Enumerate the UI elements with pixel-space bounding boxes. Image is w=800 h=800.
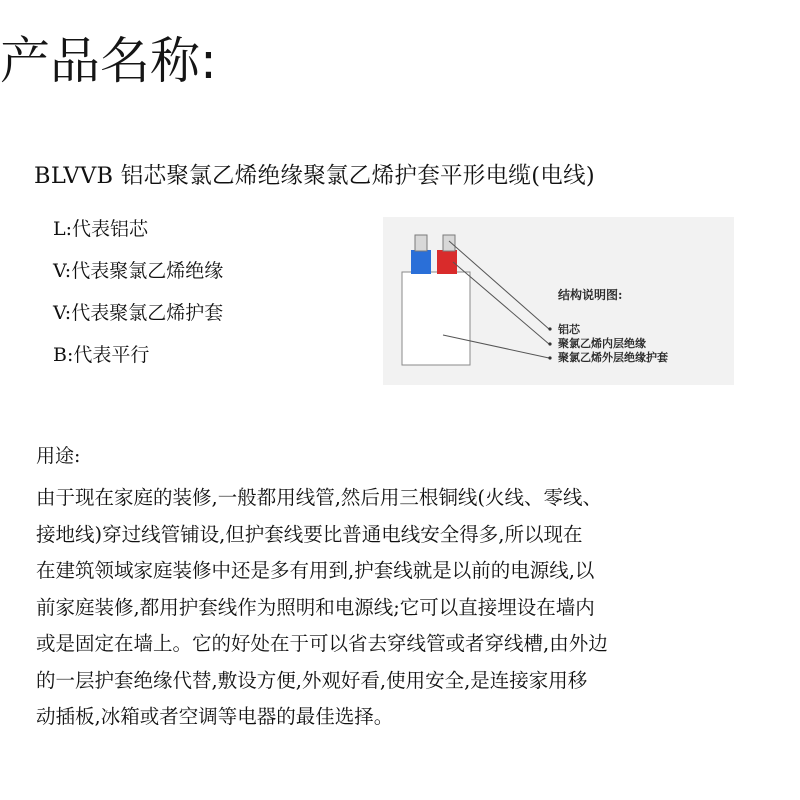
model-code-legend	[53, 212, 223, 380]
usage-line: 由于现在家庭的装修,一般都用线管,然后用三根铜线(火线、零线、	[36, 486, 603, 509]
diagram-label-conductor: 铝芯	[558, 323, 580, 336]
page-title: 产品名称:	[0, 32, 217, 90]
usage-line: 接地线)穿过线管铺设,但护套线要比普通电线安全得多,所以现在	[36, 522, 583, 546]
legend-item-l: L:代表铝芯	[53, 218, 149, 240]
usage-description	[36, 480, 756, 736]
usage-line: 的一层护套绝缘代替,敷设方便,外观好看,使用安全,是连接家用移	[36, 668, 588, 692]
legend-item-v-sheath: V:代表聚氯乙烯护套	[53, 302, 224, 324]
usage-line: 在建筑领域家庭装修中还是多有用到,护套线就是以前的电源线,以	[36, 559, 595, 582]
legend-item-v-insulation: V:代表聚氯乙烯绝缘	[53, 260, 224, 282]
outer-sheath	[402, 272, 470, 365]
inner-insulation-right	[437, 250, 457, 274]
diagram-label-inner-insulation: 聚氯乙烯内层绝缘	[558, 337, 646, 350]
leader-dot-conductor	[548, 327, 551, 330]
usage-line: 动插板,冰箱或者空调等电器的最佳选择。	[36, 705, 394, 728]
usage-line: 前家庭装修,都用护套线作为照明和电源线;它可以直接埋设在墙内	[36, 595, 595, 619]
usage-line: 或是固定在墙上。它的好处在于可以省去穿线管或者穿线槽,由外边	[36, 632, 608, 655]
aluminium-conductor-right	[443, 235, 455, 251]
usage-heading: 用途:	[36, 445, 81, 467]
diagram-caption: 结构说明图:	[558, 288, 623, 302]
product-full-name: BLVVB 铝芯聚氯乙烯绝缘聚氯乙烯护套平形电缆(电线)	[34, 163, 595, 189]
diagram-label-outer-sheath: 聚氯乙烯外层绝缘护套	[558, 351, 668, 364]
legend-item-b: B:代表平行	[53, 344, 150, 366]
leader-dot-outer-sheath	[548, 356, 551, 359]
inner-insulation-left	[411, 250, 431, 274]
cable-structure-diagram	[383, 217, 734, 385]
leader-dot-inner-insulation	[548, 342, 551, 345]
aluminium-conductor-left	[415, 235, 427, 251]
